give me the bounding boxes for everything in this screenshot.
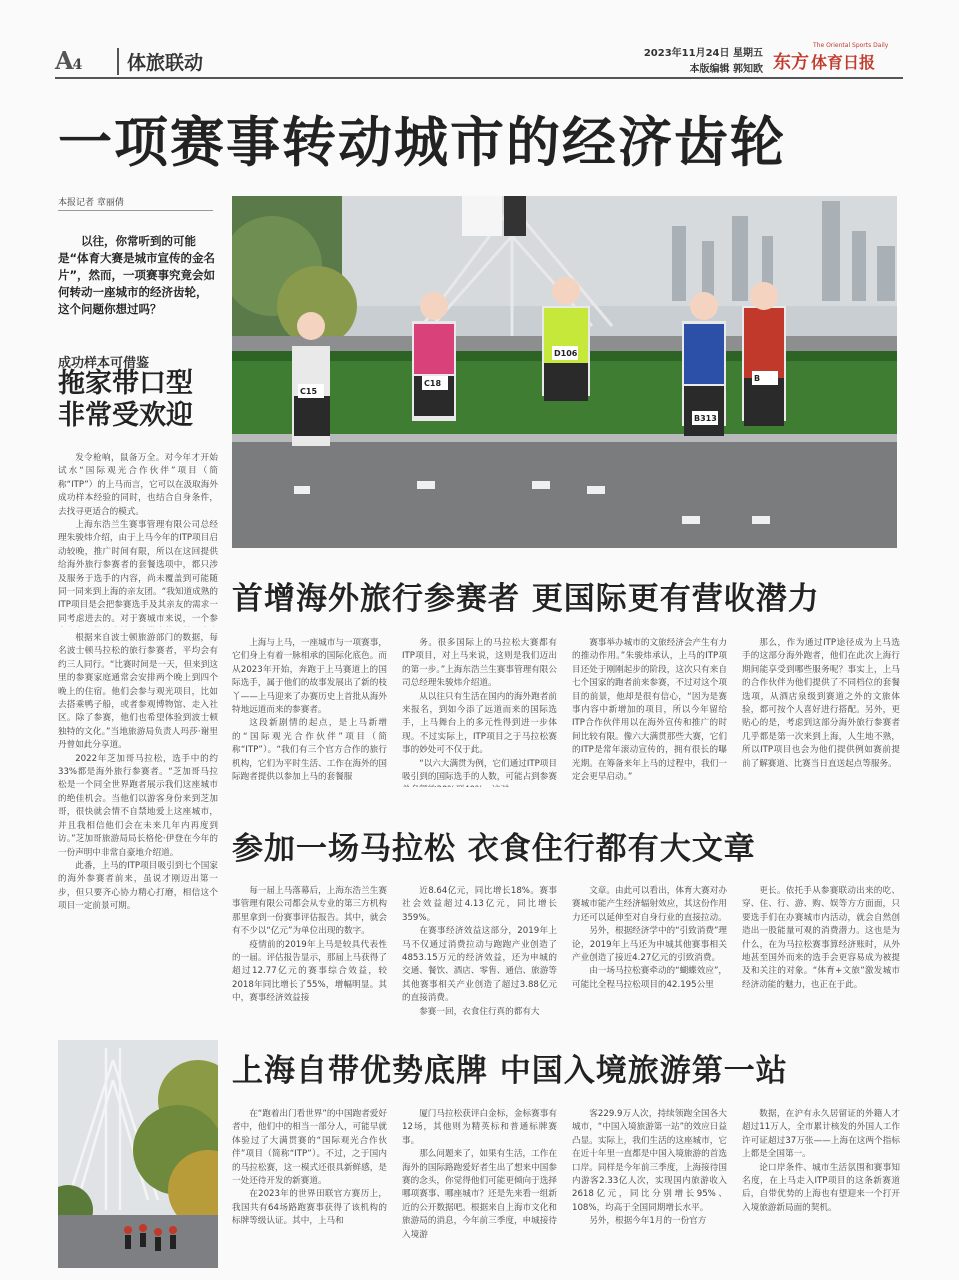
paragraph: 这段新剧情的起点，是上马新增的“国际观光合作伙伴”项目（简称“ITP”）。“我们有三个官方合作的旅行机构，它们为平时生活、工作在海外的国际跑者提供以参加上马的套餐服 [232,718,387,783]
page-number: A4 [55,46,82,75]
paper-name: 体育日报 [811,53,876,72]
paragraph: 由一场马拉松赛牵动的“蝴蝶效应”，可能比全程马拉松项目的42.195公里 [572,966,727,990]
bib-label: D106 [554,349,578,358]
bib-label: C18 [424,379,442,388]
section3-col-1 [232,1108,387,1273]
paragraph: 数据，在沪有永久居留证的外籍人才超过11万人，全市累计核发的外国人工作许可证超过37万张——上海在这两个指标上都是全国第一。 [742,1109,900,1160]
section2-title: 参加一场马拉松 衣食住行都有大文章 [232,831,756,867]
section2-col-3 [572,885,727,1020]
section1-col-4 [742,637,900,787]
paragraph: 赛事举办城市的文旅经济会产生有力的推动作用。”朱骏炜承认，上马的ITP项目还处于刚刚起步的阶段，这次只有来自七个国家的跑者前来参赛，不过对这个项目的前景，他却是很有信心，“因为是赛事内容中新增加的项目，所以今年留给ITP合作伙伴用以在海外宣传和推广的时间比较有限。像六大满贯那些大赛，它们的ITP是常年滚动宣传的，拥有很长的曝光期。在筹备来年上马的过程中，我们一定会更早启动。” [572,638,727,783]
bib-label: B313 [694,414,717,423]
logo-english: The Oriental Sports Daily [813,42,889,49]
section3-title: 上海自带优势底牌 中国入境旅游第一站 [232,1053,788,1089]
paragraph: 务。很多国际上的马拉松大赛都有ITP项目，对上马来说，这则是我们迈出的第一步。”上海东浩兰生赛事管理有限公司总经理朱骏炜介绍道。 [402,638,557,689]
paragraph: 参赛一回，衣食住行真的都有大 [419,1006,540,1017]
subhead-kicker: 成功样本可借鉴 [58,356,150,371]
section2-col-2 [402,885,557,1020]
headline: 一项赛事转动城市的经济齿轮 [58,110,786,174]
paragraph: 上海与上马，一座城市与一项赛事，它们身上有着一脉相承的国际化底色。而从2023年开始，奔跑于上马赛道上的国际选手，属于他们的故事发展出了新的枝丫——上马迎来了办赛历史上首批从海外特地远道而来的参赛者。 [232,638,387,716]
section3-col-2 [402,1108,557,1273]
bib-label: C15 [300,387,318,396]
paragraph: 在赛事经济效益这部分，2019年上马不仅通过消费拉动与跑跑产业创造了4853.15万元的经济效益，还为申城的交通、餐饮、酒店、零售、通信、旅游等其他赛事相关产业创造了超过3.88亿元的直接消费。 [402,926,557,1004]
issue-date: 2023年11月24日 星期五 [643,48,763,59]
paragraph: 近8.64亿元，同比增长18%。赛事社会效益超过4.13亿元，同比增长359%。 [402,886,557,923]
paragraph: 在“跑着出门看世界”的中国跑者爱好者中，他们中的相当一部分人，可能早就体验过了大满贯赛的“国际观光合作伙伴”项目（简称“ITP”）。不过，之于国内的马拉松赛，这一模式还很具新鲜感，是一处还待开发的新赛道。 [232,1109,387,1187]
subhead-title: 拖家带口型非常受欢迎 [58,368,193,431]
paragraph: 那么，作为通过ITP途径成为上马选手的这部分海外跑者，他们在此次上海行期间能享受到哪些服务呢？事实上，上马的合作伙伴为他们提供了不同档位的套餐选项，从酒店泉级到赛道之外的文旅体验，都可按个人喜好进行搭配。另外，更贴心的是，考虑到这部分海外旅行参赛者几乎都是第一次来到上海，人生地不熟，所以ITP项目也会为他们提供例如赛前提前了解赛道、比赛当日直送起点等服务。 [742,638,900,769]
section-name: 体旅联动 [117,48,203,75]
paragraph: 2022年芝加哥马拉松，选手中的约33%都是海外旅行参赛者。“芝加哥马拉松是一个同全世界跑者展示我们这座城市的绝佳机会。当他们以游客身份来到芝加哥，很快就会情不自禁地爱上这座城市，并且我相信他们会在未来几年内再度到访。”芝加哥旅游局局长格伦·伊登在今年的一份声明中非常自豪地介绍道。 [58,753,218,858]
paragraph: 文章。由此可以看出，体育大赛对办赛城市能产生经济辐射效应，其这份作用力还可以延伸至对自身行业的直接拉动。 [572,886,727,923]
byline: 本报记者 章丽倩 [58,195,213,211]
paragraph: 在2023年的世界田联官方赛历上，我国共有64场路跑赛事获得了该机构的标牌等级认证。其中，上马和 [232,1189,387,1227]
section3-col-4 [742,1108,900,1273]
section2-col-1 [232,885,387,1020]
paragraph: 另外，根据今年1月的一份官方 [589,1216,707,1227]
paragraph: 那么问题来了，如果有生活，工作在海外的国际路跑爱好者生出了想来中国参赛的念头，你觉得他们可能更倾向于选择哪项赛事、哪座城市？还是先来看一组新近的公开数据吧。根据来自上海市文化和旅游局的消息，今年前三季度，申城接待入境游 [402,1149,557,1240]
issue-meta [644,46,763,78]
paragraph: 另外，根据经济学中的“引致消费”理论，2019年上马还为申城其他赛事相关产业创造了接近4.27亿元的引致消费。 [572,926,727,964]
logo-mark: 东方 [773,52,809,73]
paragraph: 根据来自波士顿旅游部门的数据，每名波士顿马拉松的旅行参赛者，平均会有约三人同行。“比赛时间是一天，但来到这里的参赛家庭通常会安排两个晚上到四个晚上的住宿。他们会参与观光项目，比如去搭乘鸭子船，或者参观博物馆、走入社区。除了参赛，他们也希望体验到波士顿独特的文化。”当地旅游局负责人玛莎·谢里丹曾如此分享道。 [58,633,218,751]
page-editor: 本版编辑 郭知欧 [689,64,763,75]
paragraph: 论口岸条件、城市生活氛围和赛事知名度，在上马走入ITP项目的这条新赛道后，自带优势的上海也有望迎来一个打开入境旅游新局面的契机。 [742,1162,900,1213]
paragraph: 每一届上马落幕后，上海东浩兰生赛事管理有限公司都会从专业的第三方机构那里拿到一份赛事评估报告。其中，就会有不少以“亿元”为单位出现的数字。 [232,886,387,937]
section1-title: 首增海外旅行参赛者 更国际更有营收潜力 [232,581,820,617]
paragraph: “以六大满贯为例，它们通过ITP项目吸引到的国际选手的人数，可能占到参赛 [402,758,557,783]
paragraph: 厦门马拉松获评白金标，金标赛事有12场，其他则为精英标和普通标牌赛事。 [402,1109,557,1146]
section1-col-2 [402,637,557,787]
section2-col-4 [742,885,900,1020]
paragraph: 更长。依托手从参赛联动出来的吃、穿、住、行、游、购、娱等方方面面，只要选手们在办赛城市内活动，就会自然创造出一股能量可观的消费潜力。这也是为什么，在为马拉松赛事算经济账时，从外地甚至国外而来的选手会更容易成为被提及和关注的对象。“体育+文旅”激发城市经济动能的魅力，也正在于此。 [742,886,900,990]
section1-col-1 [232,637,387,787]
section3-col-3 [572,1108,727,1273]
paragraph: 从以往只有生活在国内的海外跑者前来报名，到如今添了远道而来的国际选手，上马舞台上的多元性得到进一步体现。不过实际上，ITP项目之于马拉松赛事的妙处可不仅于此。 [402,691,557,756]
paragraph: 发令枪响，鼠备万全。对今年才开始试水“国际观光合作伙伴”项目（简称“ITP”）的上马而言，它可以在汲取海外成功样本经验的同时，也结合自身条件，去找寻更适合的模式。 [58,453,218,517]
paragraph: 此番，上马的ITP项目吸引到七个国家的海外参赛者前来，虽说才刚迈出第一步，但只要齐心协力精心打磨，相信这个项目一定前景可期。 [58,860,218,912]
paragraph: 上海东浩兰生赛事管理有限公司总经理朱骏炜介绍，由于上马今年的ITP项目启动较晚，推广时间有限，所以在这回提供给海外旅行参赛者的套餐选项中，都只涉及服务于选手的内容，尚未覆盖到可能随同一同来到上海的亲友团。“我知道成熟的ITP项目是会把参赛选手及其亲友的需求一同考虑进去的。对于赛城市来说，一个参 [58,520,218,624]
intro-lead: 以往，你常听到的可能是“体育大赛是城市宣传的金名片”，然而，一项赛事究竟会如何转动一座城市的经济齿轮，这个问题你想过吗？ [58,234,216,316]
marathon-photo [232,196,897,548]
bridge-photo [58,1040,218,1268]
left-column-cont [58,632,218,1037]
paragraph: 客229.9万人次，持续领跑全国各大城市，“中国入境旅游第一站”的效应日益凸显。实际上，我们生活的这座城市，它在近十年里一直都是中国入境旅游的首选口岸。同样是今年前三季度，上海接待国内游客2.33亿人次，实现国内旅游收入2618亿元，同比分别增长95%、108%，均高于全国同期增长水平。 [572,1109,727,1213]
bib-label: B [754,374,761,383]
masthead-logo [773,42,903,76]
header-rule [55,77,903,79]
section1-col-3 [572,637,727,787]
paragraph: 疫情前的2019年上马是较具代表性的一届。评估报告显示，那届上马获得了超过12.77亿元的赛事综合效益，较2018年同比增长了55%，增幅明显。其中，赛事经济效益接 [232,939,387,1004]
left-column [58,452,218,627]
page-header [55,42,903,76]
